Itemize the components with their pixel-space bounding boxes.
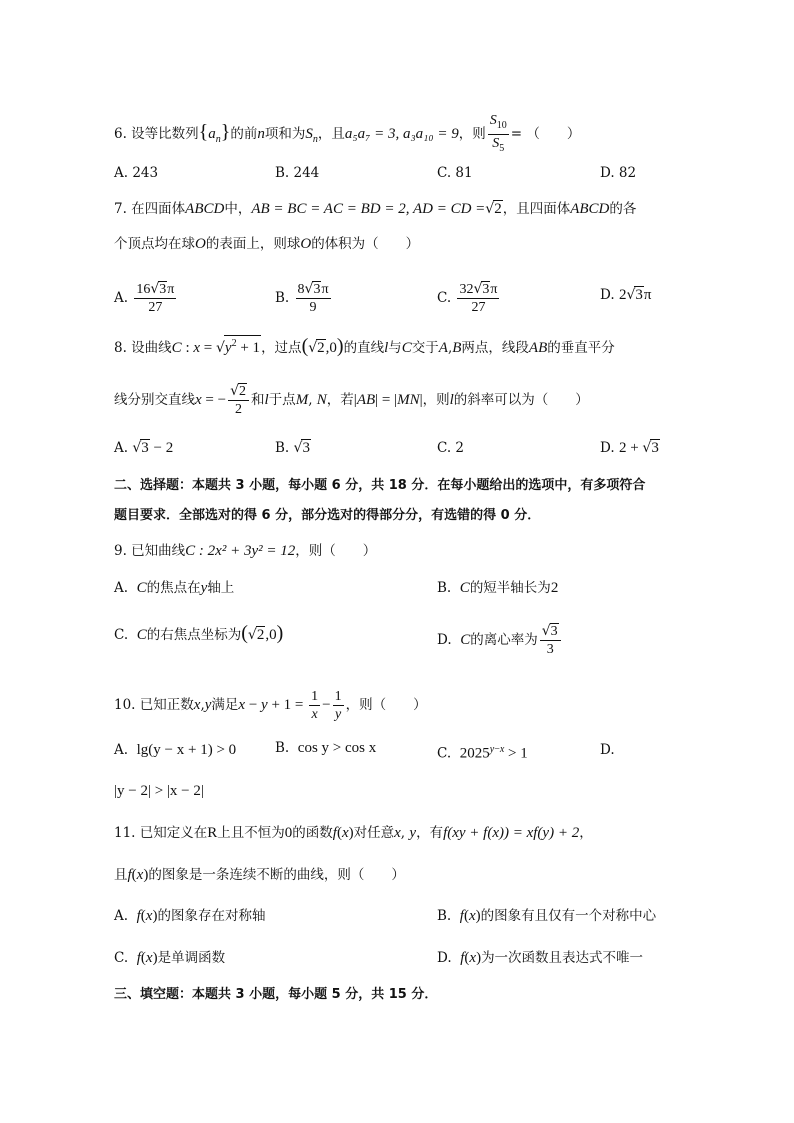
q7-option-b: B. $\frac{8√3\pi}{9}$: [275, 281, 329, 315]
q10-option-c: C. $2025^{y-x} > 1$: [437, 744, 528, 762]
q6-option-b: B. 244: [275, 165, 320, 181]
q9-option-d: D. C的离心率为 $\frac{√3}{3}$: [437, 623, 563, 658]
question-8-line2: 线分别交直线x = − $\frac{√2}{2}$ 和l于点M, N，若|AB| = |MN|，则l的斜率可以为（ ）: [114, 383, 589, 417]
q7-option-a: A. $\frac{16√3\pi}{27}$: [114, 281, 175, 315]
question-10: 10. 已知正数x,y满足x − y + 1 = $\frac{1}{x}$ − $\frac{1}{y}$ ，则（ ）: [114, 689, 427, 722]
q7-option-c: C. $\frac{32√3\pi}{27}$: [437, 281, 498, 315]
question-7-line1: 7. 在四面体ABCD中，AB = BC = AC = BD = 2, AD = CD =√2，且四面体ABCD的各: [114, 201, 637, 217]
q8-option-c: C. 2: [437, 440, 465, 456]
q6-condition: a₅a₇ = 3, a₃a₁₀ = 9: [344, 125, 459, 142]
section-2-heading-cont: 题目要求．全部选对的得 6 分，部分选对的得部分分，有选错的得 0 分．: [114, 508, 541, 523]
q10-option-a: A. lg(y − x + 1) > 0: [114, 742, 237, 758]
question-9: 9. 已知曲线C : 2x² + 3y² = 12，则（ ）: [114, 543, 377, 559]
q11-option-d: D. f(x)为一次函数且表达式不唯一: [437, 950, 644, 966]
q10-option-d-expr: |y − 2| > |x − 2|: [114, 783, 204, 799]
q11-option-a: A. f(x)的图象存在对称轴: [114, 908, 266, 924]
q9-option-c: C. C的右焦点坐标为(√2,0): [114, 622, 284, 644]
section-3-heading: 三、填空题：本题共 3 小题，每小题 5 分，共 15 分．: [114, 987, 438, 1002]
q8-option-a: A. √3 − 2: [114, 440, 174, 456]
q8-option-d: D. 2 + √3: [600, 440, 659, 456]
question-7-line2: 个顶点均在球O的表面上，则球O的体积为（ ）: [114, 236, 420, 252]
section-2-heading: 二、选择题：本题共 3 小题，每小题 6 分，共 18 分．在每小题给出的选项中，有多项符合: [114, 478, 646, 493]
q9-option-a: A. C的焦点在y轴上: [114, 580, 235, 596]
q6-option-d: D. 82: [600, 165, 637, 181]
q10-option-b: B. cos y > cos x: [275, 740, 377, 756]
q9-option-b: B. C的短半轴长为2: [437, 580, 559, 596]
question-6: 6. 设等比数列$\{a_n\}$的前n项和为$S_n$，且a₅a₇ = 3, a₃a₁₀ = 9，则 $\frac{S_{10}}{S_5}$ = （ ）: [114, 112, 580, 157]
question-8-line1: 8. 设曲线C : $x = √y^2 + 1$，过点(√2,0)的直线l与C交于A,B两点，线段AB的垂直平分: [114, 335, 615, 357]
q11-option-c: C. f(x)是单调函数: [114, 950, 226, 966]
q6-option-c: C. 81: [437, 165, 473, 181]
q6-option-a: A. 243: [114, 165, 159, 181]
question-11-line2: 且f(x)的图象是一条连续不断的曲线，则（ ）: [114, 867, 405, 883]
q7-option-d: D. 2√3π: [600, 287, 652, 303]
q8-option-b: B. √3: [275, 440, 310, 456]
fraction: $\frac{S_{10}}{S_5}$: [489, 113, 507, 154]
q11-option-b: B. f(x)的图象有且仅有一个对称中心: [437, 908, 657, 924]
q10-option-d: D.: [600, 742, 615, 758]
question-11-line1: 11. 已知定义在R上且不恒为0的函数f(x)对任意x, y，有f(xy + f(x)) = xf(y) + 2，: [114, 825, 593, 841]
